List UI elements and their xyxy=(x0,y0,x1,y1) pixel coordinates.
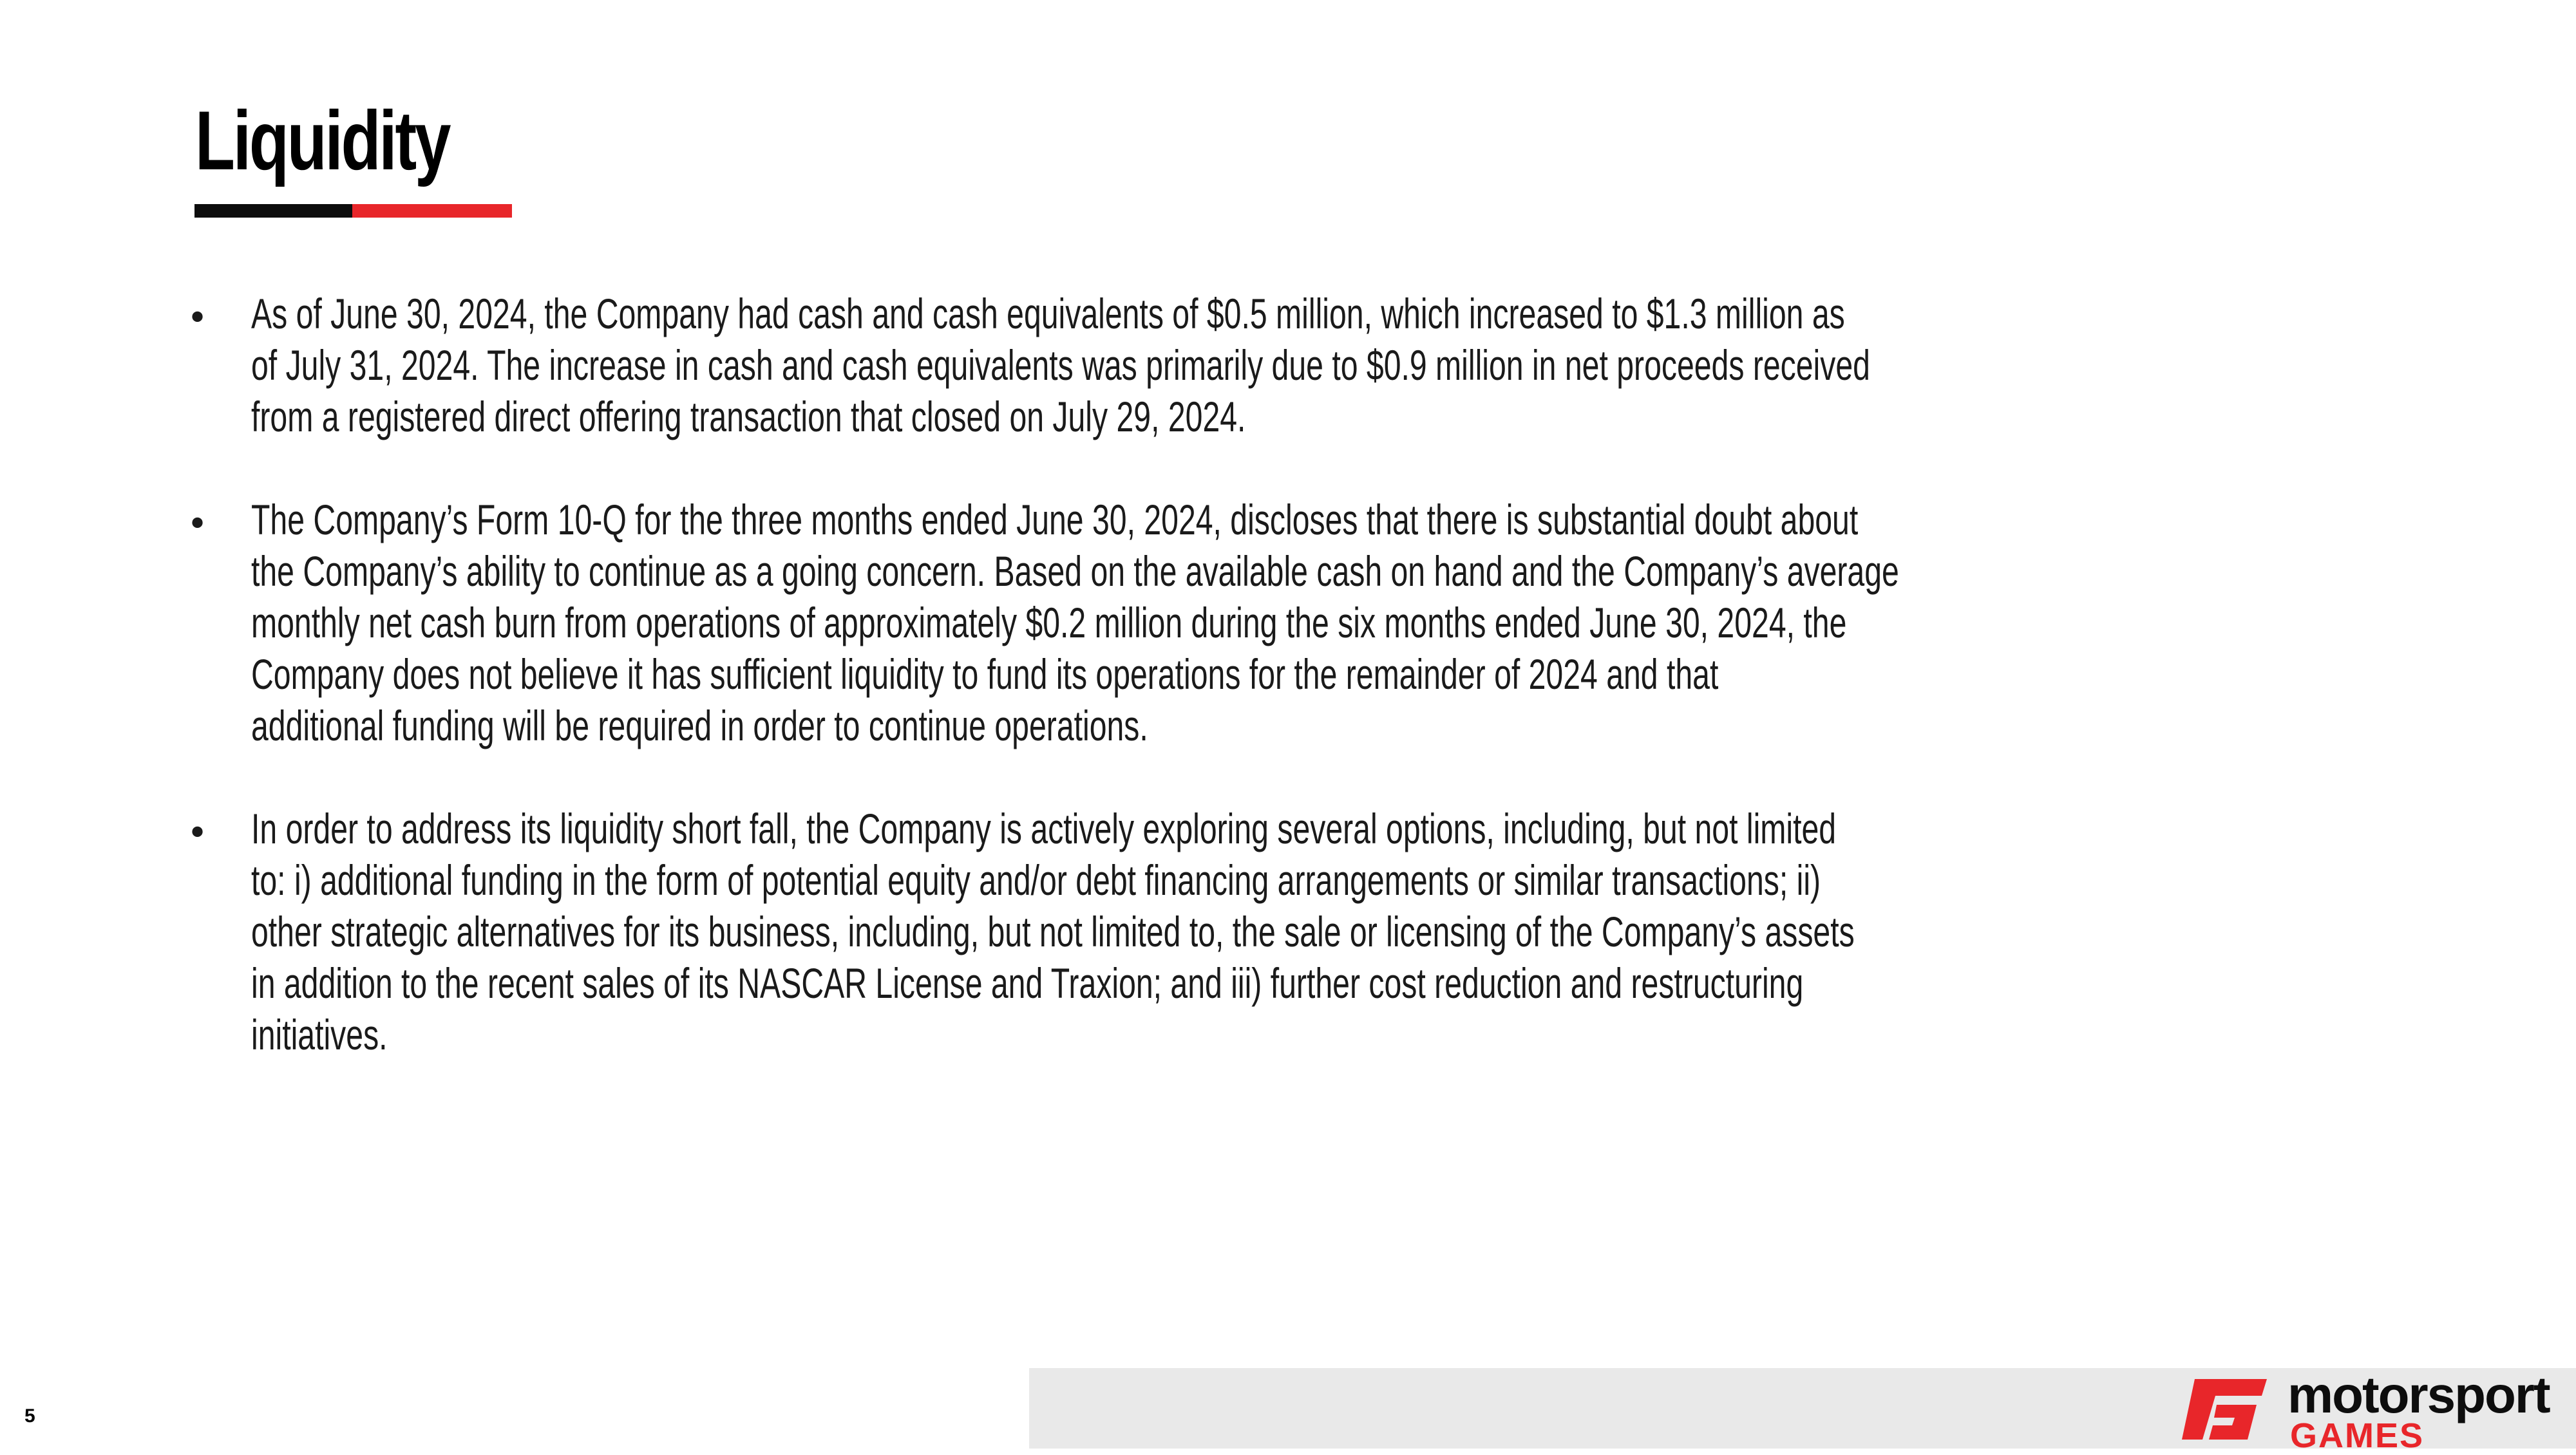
bullet-line: As of June 30, 2024, the Company had cash and cash equivalents of $0.5 million, which increased to $1.3 million as xyxy=(251,290,1845,337)
page-number: 5 xyxy=(24,1405,35,1427)
bullet-line: of July 31, 2024. The increase in cash and cash equivalents was primarily due to $0.9 million in net proceeds received xyxy=(251,341,1870,389)
page-title: Liquidity xyxy=(195,93,450,187)
bullet-text xyxy=(251,288,2179,442)
bullet-line: in addition to the recent sales of its NASCAR License and Traxion; and iii) further cost reduction and restructuring xyxy=(251,959,1804,1007)
bullet-line: additional funding will be required in order to continue operations. xyxy=(251,702,1148,749)
bullet-line: The Company’s Form 10-Q for the three months ended June 30, 2024, discloses that there is substantial doubt about xyxy=(251,496,1859,543)
bullet-line: initiatives. xyxy=(251,1011,388,1058)
bullet-marker: • xyxy=(187,812,209,854)
bullet-marker: • xyxy=(187,503,209,545)
bullet-text xyxy=(251,803,2179,1060)
bullet-line: to: i) additional funding in the form of potential equity and/or debt financing arrangements or similar transactions; ii) xyxy=(251,856,1821,904)
bullet-line: other strategic alternatives for its business, including, but not limited to, the sale or licensing of the Company’s assets xyxy=(251,908,1855,955)
bullet-line: the Company’s ability to continue as a going concern. Based on the available cash on hand and the Company’s average xyxy=(251,547,1899,595)
bullet-line: from a registered direct offering transaction that closed on July 29, 2024. xyxy=(251,393,1246,440)
bullet-text xyxy=(251,494,2179,751)
motorsport-games-logo-icon xyxy=(2177,1370,2273,1449)
bullet-marker: • xyxy=(187,297,209,339)
logo-wordmark: motorsport xyxy=(2287,1366,2550,1423)
logo-subtitle: GAMES xyxy=(2290,1416,2425,1455)
bullet-line: Company does not believe it has sufficient liquidity to fund its operations for the remainder of 2024 and that xyxy=(251,650,1719,698)
motorsport-games-logo xyxy=(2177,1366,2563,1455)
bullet-line: monthly net cash burn from operations of approximately $0.2 million during the six months ended June 30, 2024, the xyxy=(251,599,1847,646)
bullet-line: In order to address its liquidity short fall, the Company is actively exploring several options, including, but not limited xyxy=(251,805,1837,852)
